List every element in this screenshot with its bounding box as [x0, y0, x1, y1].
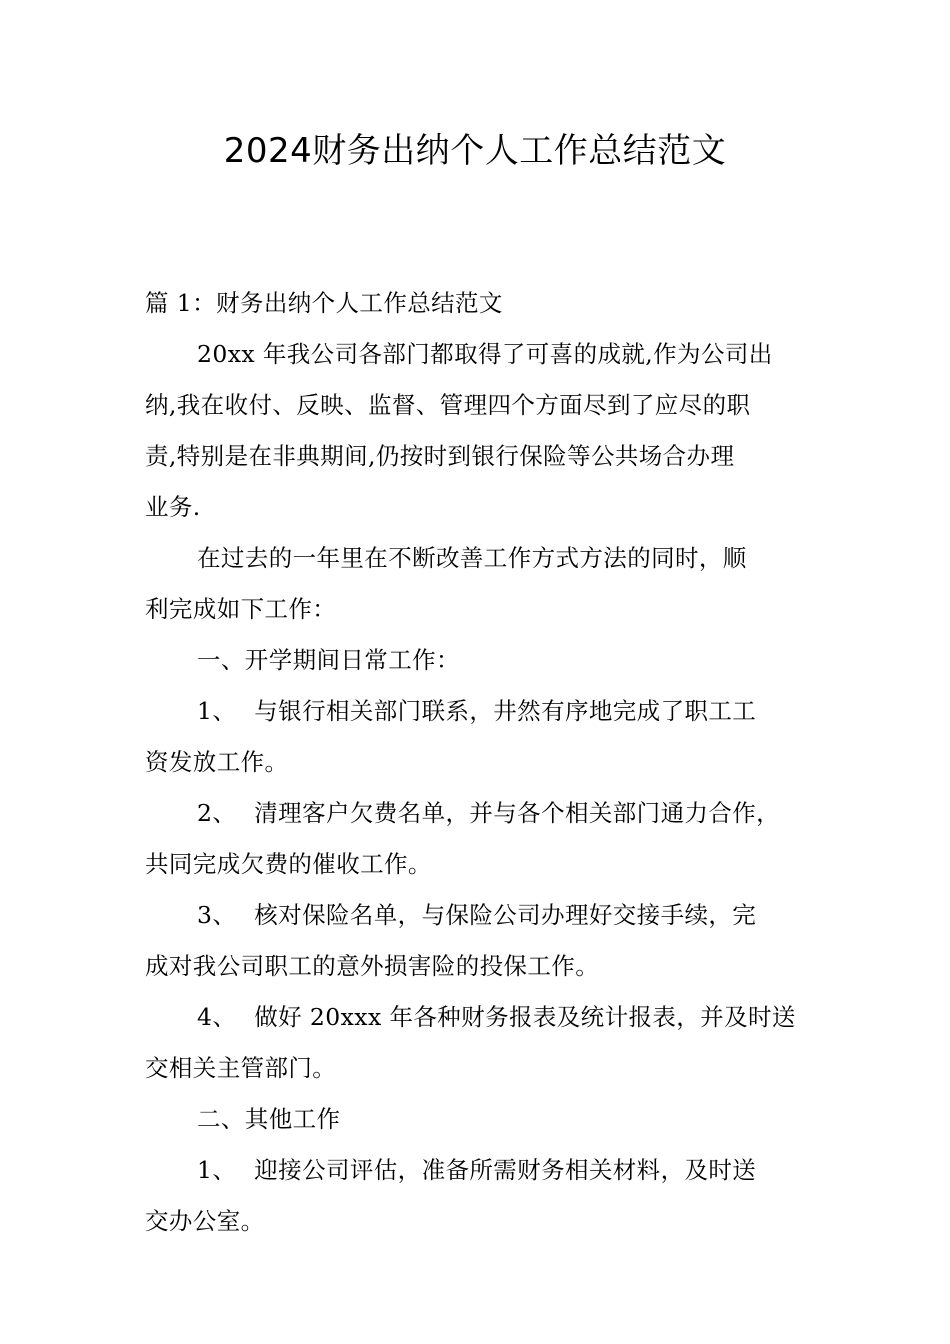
paragraph-line: 利完成如下工作：: [145, 595, 337, 623]
list-number: 3、: [197, 901, 237, 929]
subsection-heading: 二、其他工作: [197, 1105, 341, 1133]
list-number: 2、: [197, 799, 237, 827]
list-item: [145, 890, 825, 941]
paragraph-line: 纳,我在收付、反映、监督、管理四个方面尽到了应尽的职: [145, 391, 751, 419]
list-text: 核对保险名单，与保险公司办理好交接手续，完: [254, 901, 757, 929]
document-body: [145, 278, 825, 1247]
list-item-continuation: 交相关主管部门。: [145, 1054, 337, 1082]
list-item: [145, 686, 825, 737]
list-number: 1、: [197, 1156, 237, 1184]
document-title: 2024财务出纳个人工作总结范文: [223, 131, 727, 171]
list-text: 清理客户欠费名单，并与各个相关部门通力合作，: [254, 799, 781, 827]
list-text: 与银行相关部门联系，井然有序地完成了职工工: [254, 697, 757, 725]
list-item-continuation: 交办公室。: [145, 1207, 265, 1235]
paragraph-line: 责,特别是在非典期间,仍按时到银行保险等公共场合办理: [145, 442, 735, 470]
list-item: [145, 992, 825, 1043]
list-item: [145, 788, 825, 839]
paragraph-line: 业务.: [145, 493, 201, 521]
list-text: 迎接公司评估，准备所需财务相关材料，及时送: [254, 1156, 757, 1184]
list-item: [145, 1145, 825, 1196]
section-heading: 篇 1：财务出纳个人工作总结范文: [145, 289, 503, 317]
list-item-continuation: 共同完成欠费的催收工作。: [145, 850, 432, 878]
paragraph-line: 在过去的一年里在不断改善工作方式方法的同时，顺: [197, 544, 747, 572]
list-number: 1、: [197, 697, 237, 725]
subsection-heading: 一、开学期间日常工作：: [197, 646, 460, 674]
list-number: 4、: [197, 1003, 237, 1031]
list-item-continuation: 资发放工作。: [145, 748, 289, 776]
list-text: 做好 20xxx 年各种财务报表及统计报表，并及时送: [254, 1003, 796, 1031]
list-item-continuation: 成对我公司职工的意外损害险的投保工作。: [145, 952, 600, 980]
paragraph-line: 20xx 年我公司各部门都取得了可喜的成就,作为公司出: [197, 340, 773, 368]
